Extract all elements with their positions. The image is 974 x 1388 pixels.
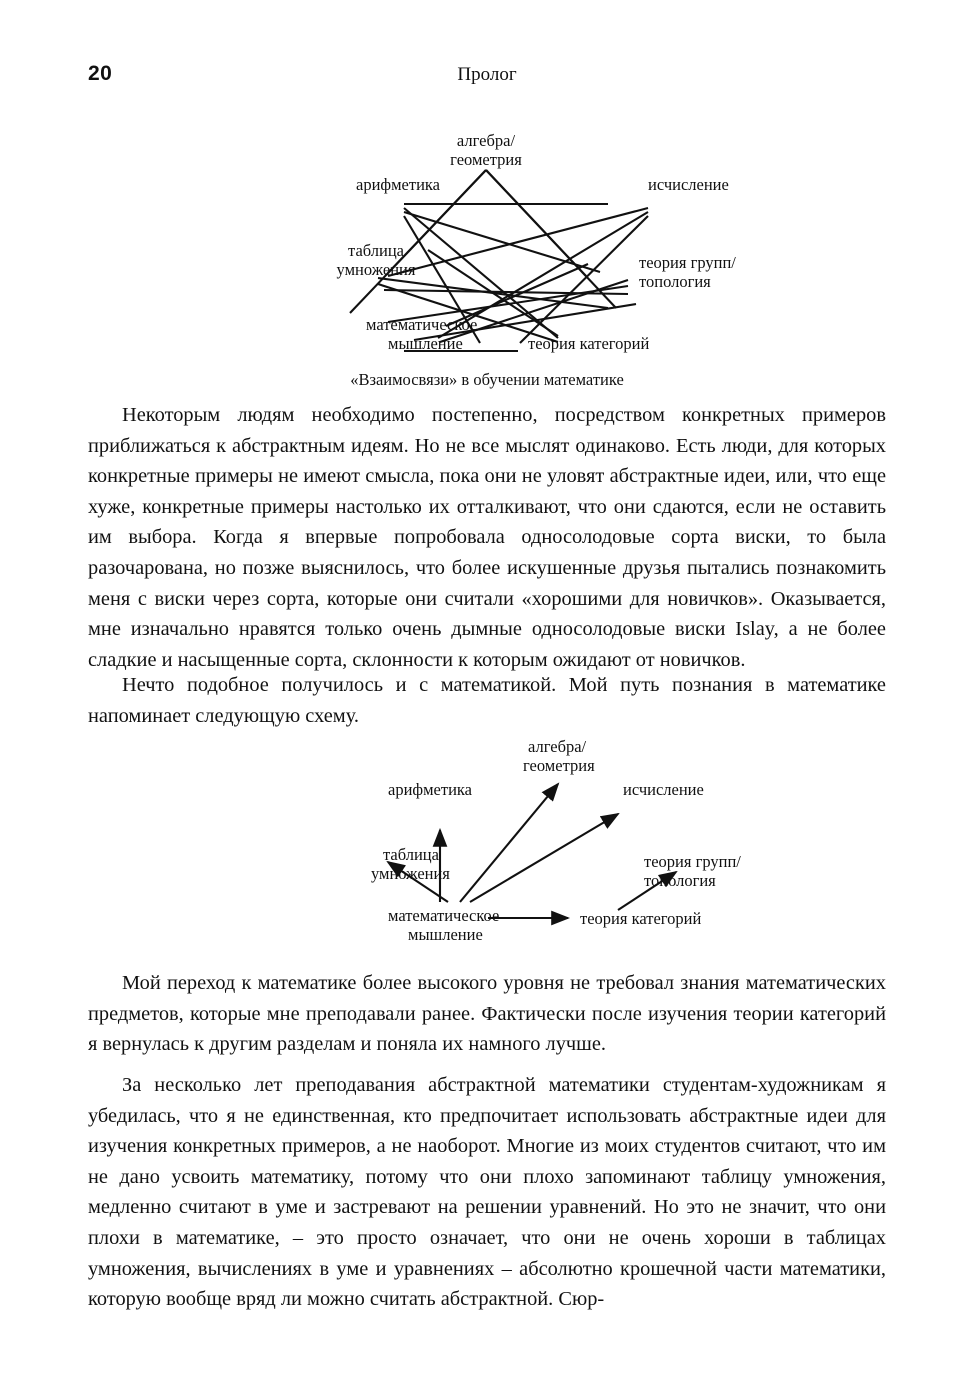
node-label-math-thinking-line2: мышление bbox=[388, 334, 463, 353]
page-number: 20 bbox=[88, 62, 113, 85]
node-label-math-thinking-line1: математическое bbox=[366, 315, 478, 334]
paragraph-2: Нечто подобное получилось и с математикой. Мой путь познания в математике напоминает следующую схему. bbox=[88, 674, 886, 727]
paragraph-1-container bbox=[88, 400, 886, 675]
paragraph-3: Мой переход к математике более высокого уровня не требовал знания математических предметов, которые мне преподавали ранее. Фактически после изучения теории категорий я вернулась к другим разделам и поняла их намного лучше. bbox=[88, 972, 886, 1056]
figure-1-caption: «Взаимосвязи» в обучении математике bbox=[350, 370, 624, 389]
paragraph-1: Некоторым людям необходимо постепенно, посредством конкретных примеров приближаться к абстрактным идеям. Но не все мыслят одинаково. Есть люди, для которых конкретные примеры не имеют смысла, пока они не уловят абстрактные идеи, или, что еще хуже, конкретные примеры настолько их отталкивают, что они сдаются, если не оставить им выбора. Когда я впервые попробовала односолодовые сорта виски, то была разочарована, но позже выяснилось, что более искушенные друзья пытались познакомить меня с виски через сорта, которые они считали «хорошими для новичков». Оказывается, мне изначально нравятся только очень дымные односолодовые виски Islay, а не более сладкие и насыщенные сорта, склонности к которым ожидают от новичков. bbox=[88, 404, 886, 671]
figure-learning-path-diagram bbox=[88, 722, 886, 962]
node-label-arithmetic: арифметика bbox=[356, 175, 440, 194]
node-label-times-table-line2: умножения bbox=[336, 260, 416, 279]
node-label-group-theory-line2: топология bbox=[639, 272, 711, 291]
node-label-times-table-line1: таблица bbox=[348, 241, 404, 260]
node-label-category-theory: теория категорий bbox=[528, 334, 650, 353]
node2-label-math-thinking-line1: математическое bbox=[388, 906, 500, 925]
node-label-algebra-line2: геометрия bbox=[450, 150, 522, 169]
node-label-calculus: исчисление bbox=[648, 175, 729, 194]
paragraph-4: За несколько лет преподавания абстрактной математики студентам-художникам я убедилась, что я не единственная, кто предпочитает использовать абстрактные идеи для изучения конкретных примеров, а не наоборот. Многие из моих студентов считают, что им не дано усвоить математику, потому что они плохо запоминают таблицу умножения, медленно считают в уме и застревают на решении уравнений. Но это не значит, что они плохи в математике, – это просто означает, что они не очень хороши в таблицах умножения, вычислениях в уме и уравнениях – абсолютно крошечной части математики, которую вообще вряд ли можно считать абстрактной. Сюр- bbox=[88, 1074, 886, 1311]
figure-2-node-labels bbox=[371, 737, 741, 944]
node2-label-algebra-line1: алгебра/ bbox=[528, 737, 587, 756]
running-head: Пролог bbox=[457, 64, 517, 85]
node2-label-calculus: исчисление bbox=[623, 780, 704, 799]
page-header bbox=[88, 62, 886, 90]
node2-label-arithmetic: арифметика bbox=[388, 780, 472, 799]
paragraph-4-container bbox=[88, 1070, 886, 1315]
node-label-algebra-line1: алгебра/ bbox=[456, 131, 516, 150]
node2-label-math-thinking-line2: мышление bbox=[408, 925, 483, 944]
paragraph-3-container bbox=[88, 968, 886, 1060]
node2-label-group-theory-line2: топология bbox=[644, 871, 716, 890]
node2-label-times-table-line1: таблица bbox=[383, 845, 439, 864]
figure-connections-diagram bbox=[88, 108, 886, 398]
node2-label-category-theory: теория категорий bbox=[580, 909, 702, 928]
node2-label-algebra-line2: геометрия bbox=[523, 756, 595, 775]
figure-2-svg bbox=[88, 722, 886, 952]
node-label-group-theory-line1: теория групп/ bbox=[639, 253, 736, 272]
node2-label-times-table-line2: умножения bbox=[371, 864, 450, 883]
node2-label-group-theory-line1: теория групп/ bbox=[644, 852, 741, 871]
figure-1-svg bbox=[88, 108, 886, 363]
